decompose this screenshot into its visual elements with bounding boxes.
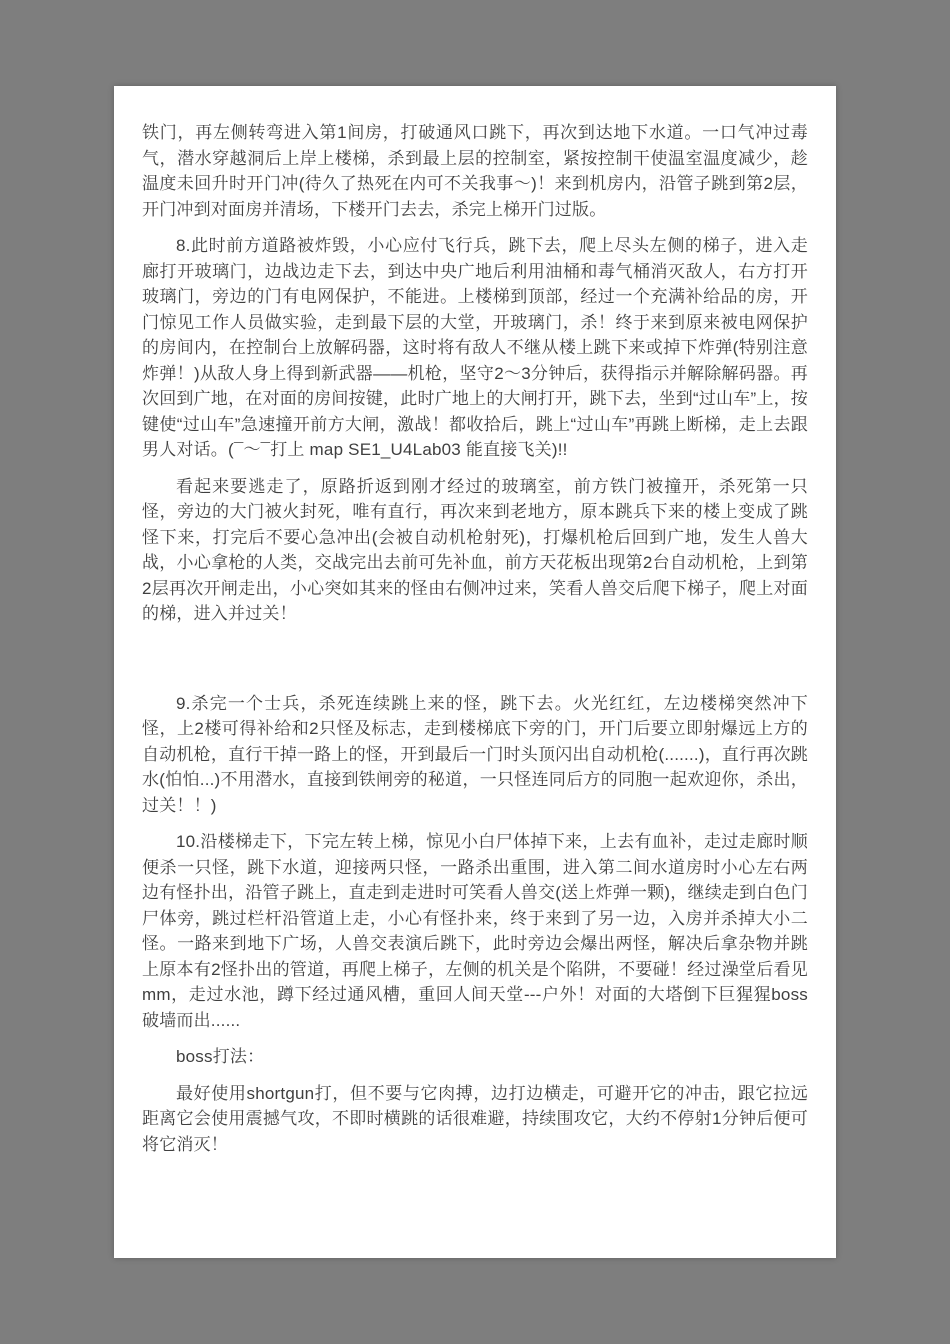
document-body	[142, 120, 808, 1157]
paragraph-boss-heading: boss打法：	[176, 1047, 265, 1066]
paragraph-step-8: 8.此时前方道路被炸毁，小心应付飞行兵，跳下去，爬上尽头左侧的梯子，进入走廊打开玻璃门，边战边走下去，到达中央广地后利用油桶和毒气桶消灭敌人，右方打开玻璃门，旁边的门有电网保护，不能进。上楼梯到顶部，经过一个充满补给品的房，开门惊见工作人员做实验，走到最下层的大堂，开玻璃门，杀！终于来到原来被电网保护的房间内，在控制台上放解码器，这时将有敌人不继从楼上跳下来或掉下炸弹(特别注意炸弹！)从敌人身上得到新武器——机枪，坚守2～3分钟后，获得指示并解除解码器。再次回到广地，在对面的房间按键，此时广地上的大闸打开，跳下去，坐到“过山车”上，按键使“过山车”急速撞开前方大闸，激战！都收拾后，跳上“过山车”再跳上断梯，走上去跟男人对话。(¯～¯打上 map SE1_U4Lab03 能直接飞关)!!	[142, 236, 808, 459]
paragraph-continuation: 铁门，再左侧转弯进入第1间房，打破通风口跳下，再次到达地下水道。一口气冲过毒气，潜水穿越洞后上岸上楼梯，杀到最上层的控制室，紧按控制干使温室温度减少，趁温度未回升时开门冲(待久了热死在内可不关我事～)！来到机房内，沿管子跳到第2层，开门冲到对面房并清场，下楼开门去去，杀完上梯开门过版。	[142, 123, 808, 219]
paragraph-step-10: 10.沿楼梯走下，下完左转上梯，惊见小白尸体掉下来，上去有血补，走过走廊时顺便杀一只怪，跳下水道，迎接两只怪，一路杀出重围，进入第二间水道房时小心左右两边有怪扑出，沿管子跳上，直走到走进时可笑看人兽交(送上炸弹一颗)，继续走到白色门尸体旁，跳过栏杆沿管道上走，小心有怪扑来，终于来到了另一边，入房并杀掉大小二怪。一路来到地下广场，人兽交表演后跳下，此时旁边会爆出两怪，解决后拿杂物并跳上原本有2怪扑出的管道，再爬上梯子，左侧的机关是个陷阱，不要碰！经过澡堂后看见mm，走过水池，蹲下经过通风槽，重回人间天堂---户外！对面的大塔倒下巨猩猩boss破墙而出......	[142, 832, 808, 1030]
paragraph-boss-strategy: 最好使用shortgun打，但不要与它肉搏，边打边横走，可避开它的冲击，跟它拉远距离它会使用震撼气攻，不即时横跳的话很难避，持续围攻它，大约不停射1分钟后便可将它消灭！	[142, 1083, 808, 1154]
paragraph-step-9: 9.杀完一个士兵，杀死连续跳上来的怪，跳下去。火光红红，左边楼梯突然冲下怪，上2楼可得补给和2只怪及标志，走到楼梯底下旁的门，开门后要立即射爆远上方的自动机枪，直行干掉一路上的怪，开到最后一门时头顶闪出自动机枪(.......)，直行再次跳水(怕怕...)不用潜水，直接到铁闸旁的秘道，一只怪连同后方的同胞一起欢迎你，杀出，过关！！)	[142, 693, 808, 815]
paragraph-escape: 看起来要逃走了，原路折返到刚才经过的玻璃室，前方铁门被撞开，杀死第一只怪，旁边的大门被火封死，唯有直行，再次来到老地方，原本跳兵下来的楼上变成了跳怪下来，打完后不要心急冲出(会被自动机枪射死)，打爆机枪后回到广地，发生人兽大战，小心拿枪的人类，交战完出去前可先补血，前方天花板出现第2台自动机枪，上到第2层再次开闸走出，小心突如其来的怪由右侧冲过来，笑看人兽交后爬下梯子，爬上对面的梯，进入并过关！	[142, 476, 808, 623]
document-page	[114, 86, 836, 1258]
